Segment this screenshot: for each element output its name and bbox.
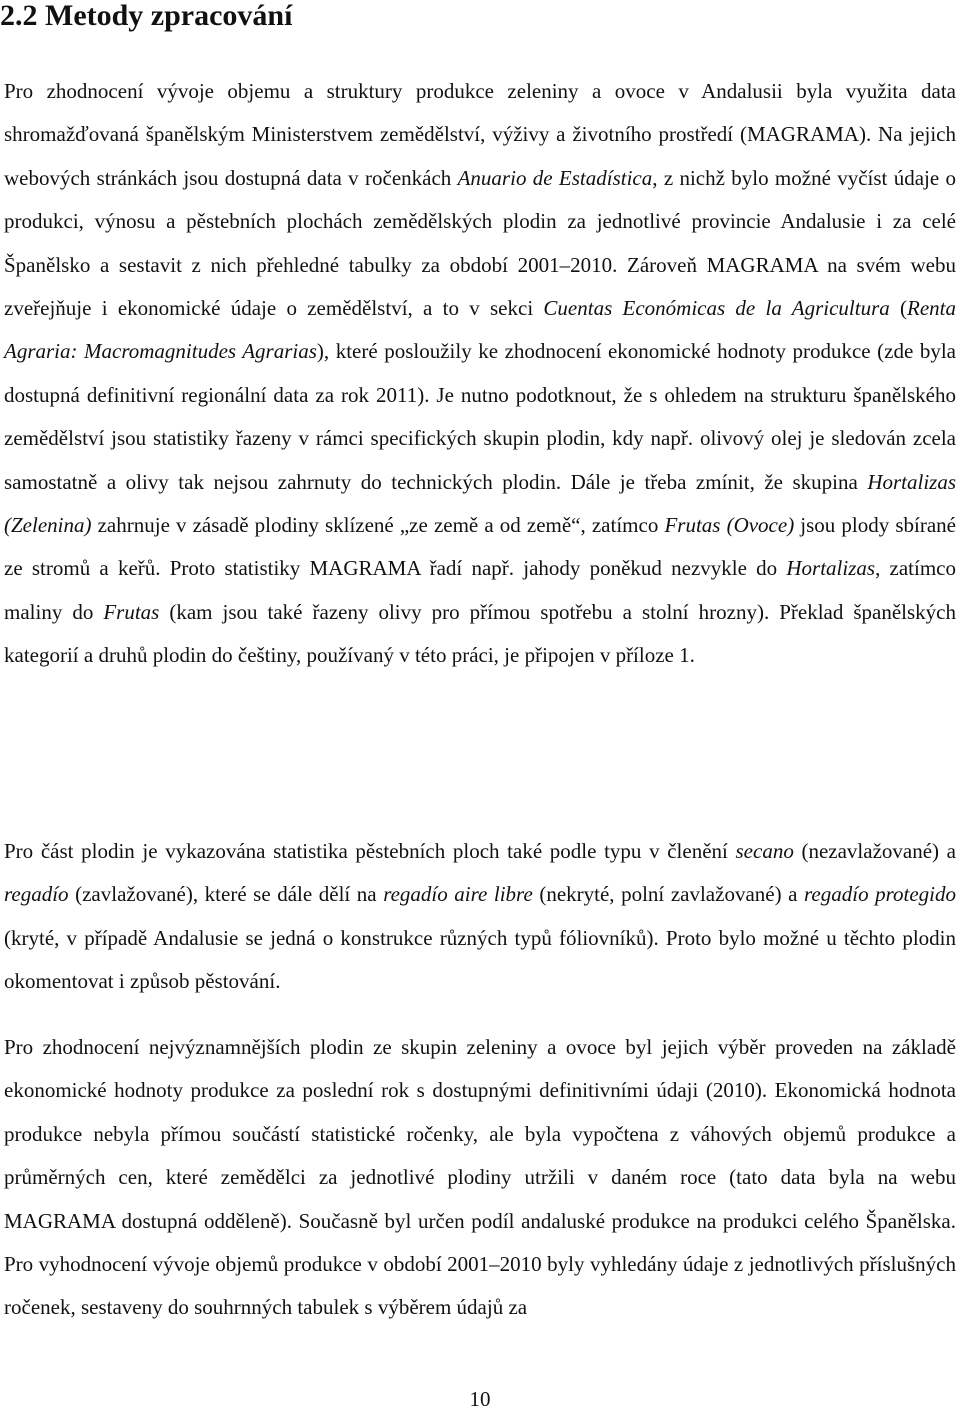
text-run: Pro zhodnocení nejvýznamnějších plodin ze skupin zeleniny a ovoce byl jejich výběr proveden na základě ekonomické hodnoty produkce za poslední rok s dostupnými definitivními údaji (2010). Ekonomická hodnota produkce nebyla přímou součástí statistické ročenky, ale byla vypočtena z váhových objemů produkce a průměrných cen, které zemědělci za jednotlivé plodiny utržili v daném roce (tato data byla na webu MAGRAMA dostupná odděleně). Současně byl určen podíl andaluské produkce na produkci celého Španělska. Pro vyhodnocení vývoje objemů produkce v období 2001–2010 byly vyhledány údaje z jednotlivých příslušných ročenek, sestaveny do souhrnných tabulek s výběrem údajů za xyxy=(4,1035,956,1320)
text-run: (kam jsou také řazeny olivy pro přímou spotřebu a stolní hrozny). Překlad španělských kategorií a druhů plodin do češtiny, používaný v této práci, je připojen v příloze 1. xyxy=(4,599,957,668)
italic-term: Hortalizas xyxy=(786,556,876,581)
text-run: ), které posloužily ke zhodnocení ekonomické hodnoty produkce (zde byla dostupná definitivní regionální data za rok 2011). Je nutno podotknout, že s ohledem na strukturu španělského zemědělství jsou statistiky řazeny v rámci specifických skupin plodin, kdy např. olivový olej je sledován zcela samostatně a olivy tak nejsou zahrnuty do technických plodin. Dále je třeba zmínit, že skupina xyxy=(4,339,956,494)
section-heading xyxy=(0,0,960,36)
italic-term: regadío aire libre xyxy=(383,882,533,907)
text-run: Pro část plodin je vykazována statistika pěstebních ploch také podle typu v členění xyxy=(4,839,736,863)
italic-term: Frutas (Ovoce) xyxy=(664,513,795,538)
text-run: (nezavlažované) a xyxy=(793,839,956,863)
italic-term: Cuentas Económicas de la Agricultura xyxy=(543,296,890,321)
italic-term: Hortalizas (Zelenina) xyxy=(4,469,956,538)
italic-term: secano xyxy=(735,839,794,863)
text-run: (nekryté, polní zavlažované) a xyxy=(532,882,805,907)
text-run: ( xyxy=(889,296,908,321)
text-run: jsou plody sbírané ze stromů a keřů. Proto statistiky MAGRAMA řadí např. jahody poněkud nezvykle do xyxy=(4,513,957,581)
paragraph-data-sources xyxy=(4,70,956,678)
italic-term: Frutas xyxy=(103,599,160,624)
text-run: , z nichž bylo možné vyčíst údaje o produkci, výnosu a pěstebních plochách zemědělských plodin za jednotlivé provincie Andalusie i za celé Španělsko a sestavit z nich přehledné tabulky za období 2001–2010. Zároveň MAGRAMA na svém webu zveřejňuje i ekonomické údaje o zemědělství, a to v sekci xyxy=(4,165,956,321)
text-run: zahrnuje v zásadě plodiny sklízené „ze země a od země“, zatímco xyxy=(91,513,665,538)
italic-term: Anuario de Estadística xyxy=(457,165,653,190)
section-title: Metody zpracování xyxy=(45,0,293,32)
paragraph-irrigation-types xyxy=(4,830,956,1004)
text-run: Pro zhodnocení vývoje objemu a struktury produkce zeleniny a ovoce v Andalusii byla využita data shromažďovaná španělským Ministerstvem zemědělství, výživy a životního prostředí (MAGRAMA). Na jejich webových stránkách jsou dostupná data v ročenkách xyxy=(4,79,956,190)
text-run: (zavlažované), které se dále dělí na xyxy=(68,882,384,907)
italic-term: Renta Agraria: Macromagnitudes Agrarias xyxy=(4,296,956,364)
italic-term: regadío protegido xyxy=(804,882,957,907)
text-run: (kryté, v případě Andalusie se jedná o konstrukce různých typů fóliovníků). Proto bylo možné u těchto plodin okomentovat i způsob pěstování. xyxy=(4,925,956,994)
paragraph-crop-selection xyxy=(4,1026,956,1330)
text-run: , zatímco maliny do xyxy=(4,556,956,624)
italic-term: regadío xyxy=(4,882,69,907)
page-number: 10 xyxy=(469,1387,491,1411)
section-number: 2.2 xyxy=(0,0,38,32)
